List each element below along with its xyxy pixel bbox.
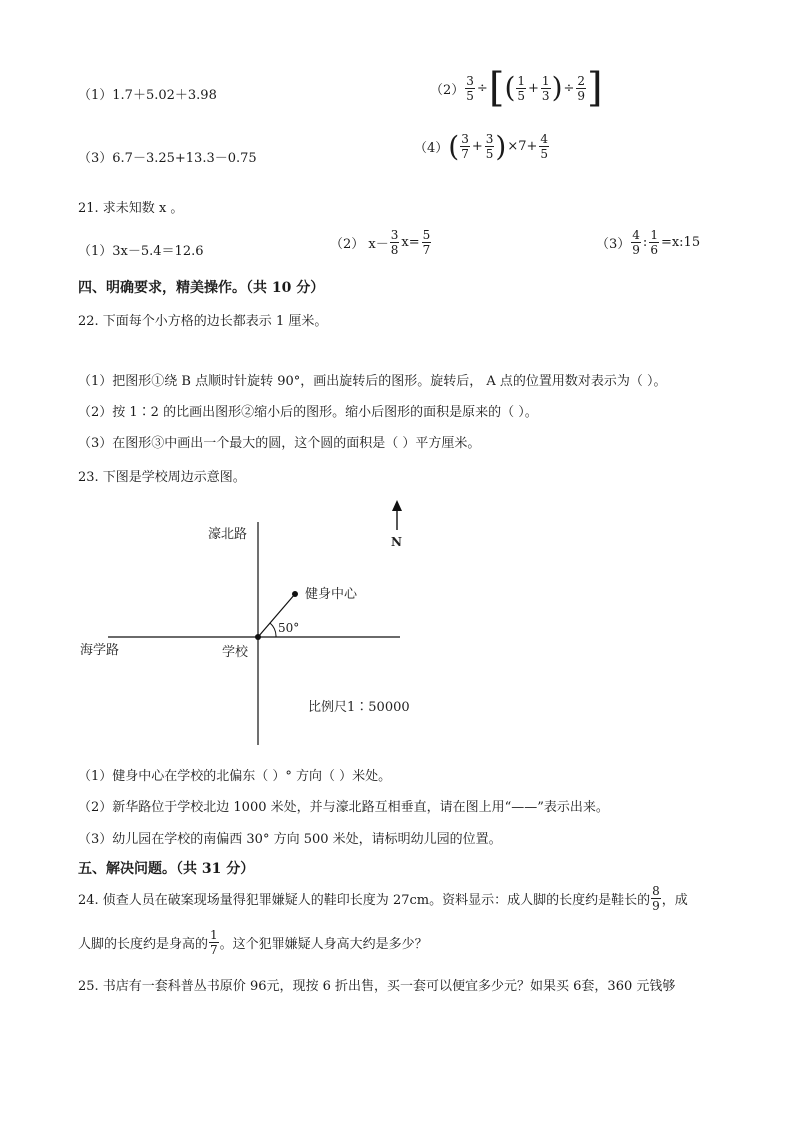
operator: + <box>528 80 539 96</box>
fraction: $\frac{3}{8}$ <box>390 228 399 257</box>
q22-sub-2: （2）按 1∶2 的比画出图形②缩小后的图形。缩小后图形的面积是原来的（ ）。 <box>78 405 538 420</box>
q22-sub-3: （3）在图形③中画出一个最大的圆，这个圆的面积是（ ）平方厘米。 <box>78 436 481 451</box>
fraction: $\frac{1}{3}$ <box>541 73 550 103</box>
q20-expr-3: （3）6.7－3.25+13.3－0.75 <box>78 151 257 166</box>
q22-title: 22. 下面每个小方格的边长都表示 1 厘米。 <box>78 314 328 329</box>
q24-text-b: ，成 <box>661 893 688 908</box>
operator: x= <box>401 235 420 250</box>
section-4-heading: 四、明确要求，精美操作。（共 10 分） <box>78 280 325 296</box>
angle-arc <box>270 623 276 637</box>
fraction: $\frac{1}{6}$ <box>650 228 658 257</box>
gym-point <box>292 591 298 597</box>
q24-text-a: 24. 侦查人员在破案现场量得犯罪嫌疑人的鞋印长度为 27cm。资料显示：成人脚的长度约是鞋长的 <box>78 893 651 908</box>
bracket-left: [ <box>488 65 505 111</box>
section-5-heading: 五、解决问题。（共 31 分） <box>78 861 255 877</box>
fraction: $\frac{2}{9}$ <box>577 73 586 103</box>
fraction: $\frac{5}{7}$ <box>422 228 431 257</box>
fraction: $\frac{1}{5}$ <box>517 73 526 103</box>
q24-line-2 <box>78 928 428 957</box>
paren-left: ( <box>448 129 460 163</box>
north-label: N <box>391 535 402 549</box>
fraction: $\frac{1}{7}$ <box>210 928 218 957</box>
q23-title: 23. 下图是学校周边示意图。 <box>78 470 246 485</box>
angle-label: 50° <box>278 621 300 635</box>
q24-line-1 <box>78 884 688 913</box>
fraction: $\frac{3}{5}$ <box>466 73 474 103</box>
q20-expr-4-label: （4） <box>414 141 449 156</box>
operator: + <box>471 139 483 154</box>
paren-right: ) <box>495 129 507 163</box>
fraction: $\frac{4}{9}$ <box>632 228 640 257</box>
paren-right: ) <box>551 71 563 104</box>
school-point <box>255 634 261 640</box>
q21-eq-1: （1）3x－5.4＝12.6 <box>78 244 204 259</box>
q21-eq-3-label: （3） <box>596 237 631 252</box>
operator: ÷ <box>563 80 575 96</box>
q24-text-d: 。这个犯罪嫌疑人身高大约是多少？ <box>219 937 428 952</box>
paren-left: ( <box>504 71 516 104</box>
bracket-right: ] <box>587 65 603 111</box>
q24-text-c: 人脚的长度约是身高的 <box>78 937 209 952</box>
q21-eq-2-label: （2） x－ <box>330 237 389 252</box>
scale-label: 比例尺1∶50000 <box>308 700 410 715</box>
gym-label: 健身中心 <box>305 587 358 602</box>
q20-expr-2-label: （2） <box>430 82 465 98</box>
q22-sub-1: （1）把图形①绕 B 点顺时针旋转 90°，画出旋转后的图形。旋转后， A 点的位置用数对表示为（ ）。 <box>78 374 667 389</box>
school-label: 学校 <box>222 645 249 660</box>
q20-expr-1: （1）1.7＋5.02＋3.98 <box>78 88 217 103</box>
north-arrow-icon <box>392 500 402 511</box>
q23-sub-2: （2）新华路位于学校北边 1000 米处，并与濠北路互相垂直，请在图上用“——”表示出来。 <box>78 800 609 815</box>
operator: ÷ <box>476 80 488 96</box>
q23-sub-1: （1）健身中心在学校的北偏东（ ）° 方向（ ）米处。 <box>78 769 392 784</box>
fraction: $\frac{4}{5}$ <box>540 132 549 161</box>
q21-title: 21. 求未知数 x 。 <box>78 201 184 216</box>
road-west-label: 海学路 <box>80 643 120 658</box>
fraction: $\frac{8}{9}$ <box>652 884 660 913</box>
fraction: $\frac{3}{5}$ <box>485 132 494 161</box>
operator: : <box>642 235 648 250</box>
operator: ×7+ <box>507 139 538 154</box>
road-north-label: 濠北路 <box>208 527 248 542</box>
operator: =x:15 <box>660 235 701 250</box>
fraction: $\frac{3}{7}$ <box>461 132 469 161</box>
q23-sub-3: （3）幼儿园在学校的南偏西 30° 方向 500 米处，请标明幼儿园的位置。 <box>78 832 502 847</box>
q25-line-1: 25. 书店有一套科普丛书原价 96元，现按 6 折出售，买一套可以便宜多少元？如果买 6套，360 元钱够 <box>78 979 676 994</box>
